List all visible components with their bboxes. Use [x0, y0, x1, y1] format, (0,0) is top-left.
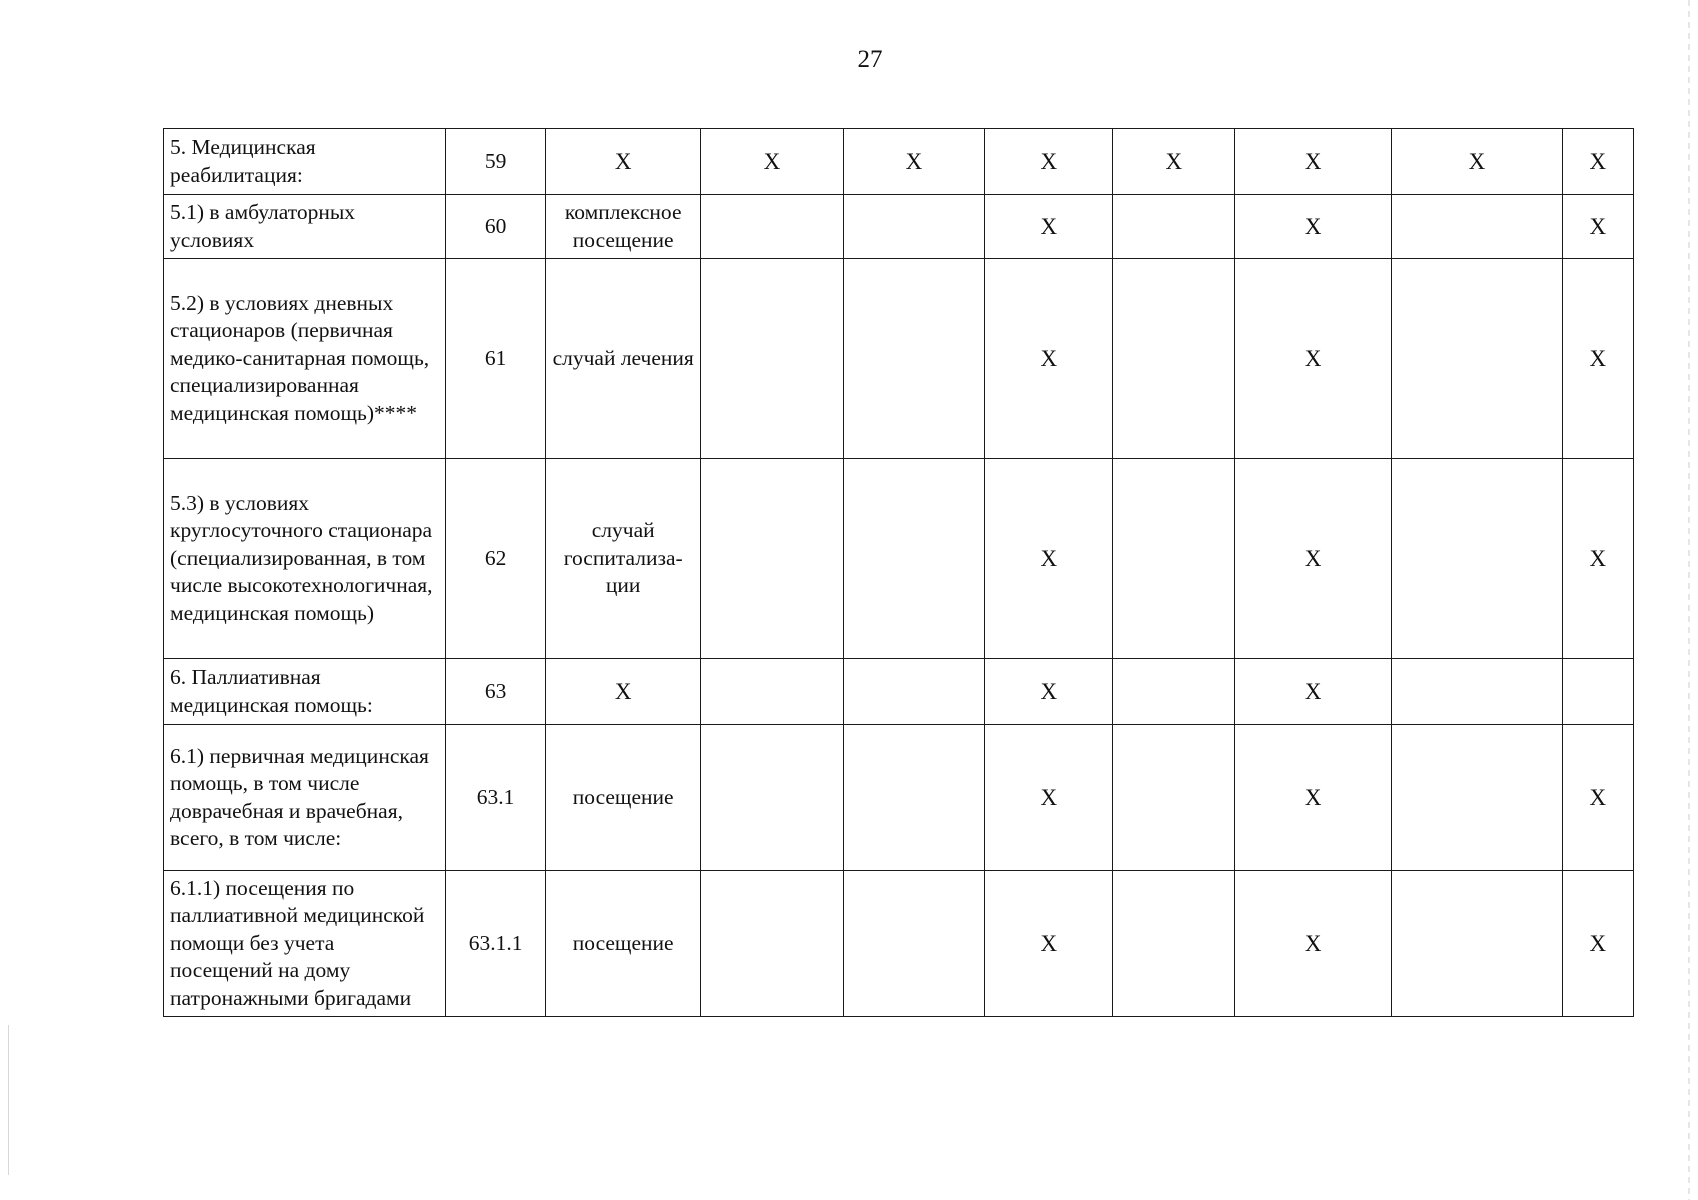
value-cell [1562, 659, 1633, 725]
value-cell: X [985, 259, 1113, 459]
value-cell [701, 659, 844, 725]
value-cell: X [985, 659, 1113, 725]
row-code-cell: 62 [446, 459, 546, 659]
unit-cell: случай лечения [546, 259, 701, 459]
row-name-cell: 6.1) первичная медицинская помощь, в том числе доврачебная и врачебная, всего, в том числе: [164, 725, 446, 871]
table-row [164, 195, 1634, 259]
scan-right-edge [1688, 0, 1690, 1200]
row-code-cell: 63.1.1 [446, 871, 546, 1017]
row-code-cell: 61 [446, 259, 546, 459]
value-cell: X [1113, 129, 1235, 195]
value-cell [843, 659, 985, 725]
value-cell [1113, 725, 1235, 871]
scan-edge-line [8, 1025, 9, 1175]
value-cell [843, 871, 985, 1017]
value-cell [1392, 871, 1562, 1017]
value-cell [1113, 259, 1235, 459]
value-cell [1392, 459, 1562, 659]
value-cell: X [985, 871, 1113, 1017]
unit-cell: случай госпитализа-ции [546, 459, 701, 659]
value-cell [1392, 659, 1562, 725]
row-name-cell: 5. Медицинская реабилитация: [164, 129, 446, 195]
value-cell: X [1562, 195, 1633, 259]
row-code-cell: 60 [446, 195, 546, 259]
value-cell: X [1235, 195, 1392, 259]
page-number: 27 [857, 46, 883, 73]
value-cell [701, 259, 844, 459]
row-name-cell: 5.3) в условиях круглосуточного стационара (специализированная, в том числе высокотехнологичная, медицинская помощь) [164, 459, 446, 659]
table-row [164, 459, 1634, 659]
value-cell: X [985, 195, 1113, 259]
table-row [164, 659, 1634, 725]
value-cell: X [1392, 129, 1562, 195]
table-row [164, 725, 1634, 871]
value-cell [843, 459, 985, 659]
value-cell: X [1235, 259, 1392, 459]
value-cell [1392, 195, 1562, 259]
value-cell [701, 725, 844, 871]
value-cell [701, 459, 844, 659]
value-cell [701, 871, 844, 1017]
value-cell: X [1235, 129, 1392, 195]
unit-cell: посещение [546, 725, 701, 871]
value-cell: X [843, 129, 985, 195]
table-row [164, 259, 1634, 459]
value-cell: X [1562, 259, 1633, 459]
value-cell [843, 725, 985, 871]
table-row [164, 129, 1634, 195]
value-cell: X [1562, 459, 1633, 659]
row-code-cell: 63 [446, 659, 546, 725]
unit-cell: X [546, 129, 701, 195]
value-cell: X [1562, 725, 1633, 871]
unit-cell: X [546, 659, 701, 725]
value-cell: X [985, 129, 1113, 195]
value-cell [1113, 871, 1235, 1017]
unit-cell: комплексное посещение [546, 195, 701, 259]
data-table [163, 128, 1634, 1017]
value-cell: X [1235, 459, 1392, 659]
value-cell: X [1562, 129, 1633, 195]
row-name-cell: 5.2) в условиях дневных стационаров (первичная медико-санитарная помощь, специализированная медицинская помощь)**** [164, 259, 446, 459]
row-name-cell: 5.1) в амбулаторных условиях [164, 195, 446, 259]
value-cell: X [1562, 871, 1633, 1017]
value-cell: X [1235, 725, 1392, 871]
value-cell [843, 259, 985, 459]
value-cell: X [985, 459, 1113, 659]
table-row [164, 871, 1634, 1017]
value-cell [1392, 725, 1562, 871]
value-cell: X [1235, 659, 1392, 725]
value-cell [1113, 459, 1235, 659]
value-cell: X [1235, 871, 1392, 1017]
value-cell: X [701, 129, 844, 195]
row-code-cell: 63.1 [446, 725, 546, 871]
row-name-cell: 6. Паллиативная медицинская помощь: [164, 659, 446, 725]
value-cell [843, 195, 985, 259]
value-cell: X [985, 725, 1113, 871]
value-cell [1113, 195, 1235, 259]
value-cell [1113, 659, 1235, 725]
value-cell [1392, 259, 1562, 459]
row-code-cell: 59 [446, 129, 546, 195]
row-name-cell: 6.1.1) посещения по паллиативной медицинской помощи без учета посещений на дому патронажными бригадами [164, 871, 446, 1017]
unit-cell: посещение [546, 871, 701, 1017]
value-cell [701, 195, 844, 259]
